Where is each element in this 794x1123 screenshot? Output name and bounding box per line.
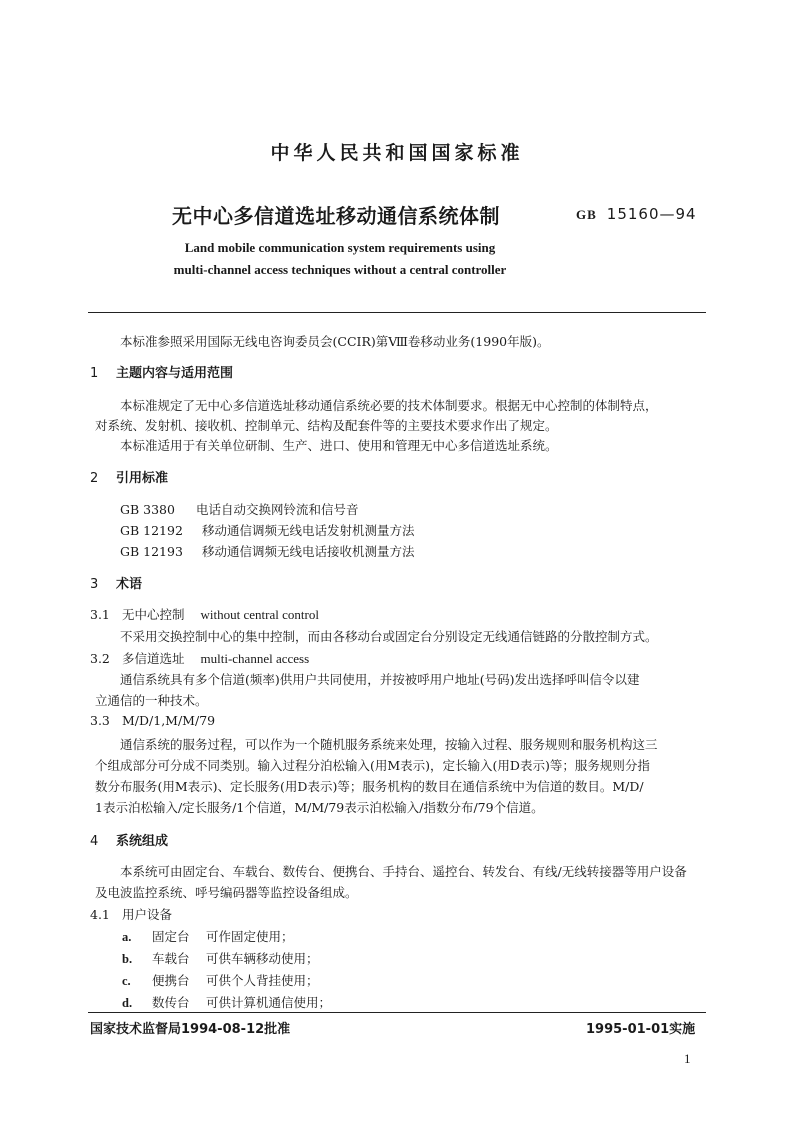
section-3-title: 术语 <box>116 577 143 592</box>
subsection-4-1-number: 4.1 <box>90 907 110 922</box>
list-item-label: c. <box>122 974 131 988</box>
term-3-1-number: 3.1 <box>90 607 110 622</box>
list-item <box>122 971 319 989</box>
footer-divider <box>88 1012 706 1013</box>
reference-code: GB 12192 <box>120 523 183 538</box>
term-3-2-definition-line-2: 立通信的一种技术。 <box>95 693 208 708</box>
reference-item <box>120 521 415 539</box>
term-3-3-chinese: M/D/1,M/M/79 <box>122 713 216 728</box>
term-3-1-heading <box>90 605 319 623</box>
subsection-4-1-heading <box>90 905 172 923</box>
term-3-2-heading <box>90 649 309 667</box>
term-3-2-definition-line-1: 通信系统具有多个信道(频率)供用户共同使用，并按被呼用户地址(号码)发出选择呼叫信令以建 <box>120 672 640 687</box>
section-4-title: 系统组成 <box>116 834 169 849</box>
effective-date: 1995-01-01实施 <box>586 1022 696 1037</box>
section-4-number: 4 <box>90 834 99 849</box>
section-1-number: 1 <box>90 366 99 381</box>
section-1-paragraph-1-line-2: 对系统、发射机、接收机、控制单元、结构及配套件等的主要技术要求作出了规定。 <box>95 418 558 433</box>
reference-title: 移动通信调频无线电话发射机测量方法 <box>202 523 415 538</box>
subsection-4-1-title: 用户设备 <box>122 907 173 922</box>
document-title: 无中心多信道选址移动通信系统体制 <box>172 204 500 228</box>
term-3-1-english: without central control <box>200 607 319 622</box>
list-item-label: d. <box>122 996 133 1010</box>
term-3-3-definition-line-4: 1表示泊松输入/定长服务/1个信道，M/M/79表示泊松输入/指数分布/79个信道。 <box>95 800 544 815</box>
national-standard-heading: 中华人民共和国国家标准 <box>270 142 524 164</box>
section-3-heading <box>90 573 142 592</box>
list-item-description: 可供车辆移动使用； <box>206 951 319 966</box>
term-3-2-chinese: 多信道选址 <box>122 651 185 666</box>
list-item <box>122 927 294 945</box>
section-4-paragraph-line-1: 本系统可由固定台、车载台、数传台、便携台、手持台、遥控台、转发台、有线/无线转接器等用户设备 <box>120 864 687 879</box>
term-3-3-number: 3.3 <box>90 713 110 728</box>
standard-code <box>576 205 697 223</box>
term-3-3-definition-line-1: 通信系统的服务过程，可以作为一个随机服务系统来处理，按输入过程、服务规则和服务机构这三 <box>120 737 658 752</box>
term-3-3-heading <box>90 713 215 728</box>
list-item-label: a. <box>122 930 132 944</box>
term-3-2-english: multi-channel access <box>200 651 310 666</box>
section-4-heading <box>90 830 168 849</box>
list-item-description: 可作固定使用； <box>206 929 294 944</box>
reference-title: 移动通信调频无线电话接收机测量方法 <box>202 544 415 559</box>
section-1-title: 主题内容与适用范围 <box>116 366 234 381</box>
term-3-2-number: 3.2 <box>90 651 110 666</box>
list-item-name: 便携台 <box>152 973 190 988</box>
term-3-3-definition-line-3: 数分布服务(用M表示)、定长服务(用D表示)等；服务机构的数目在通信系统中为信道的数目。M/D/ <box>95 779 644 794</box>
list-item <box>122 993 331 1011</box>
reference-code: GB 12193 <box>120 544 183 559</box>
section-4-paragraph-line-2: 及电波监控系统、呼号编码器等监控设备组成。 <box>95 885 358 900</box>
english-title-line-2: multi-channel access techniques without a central controller <box>173 262 507 277</box>
list-item-label: b. <box>122 952 133 966</box>
page-number: 1 <box>684 1051 691 1066</box>
intro-paragraph: 本标准参照采用国际无线电咨询委员会(CCIR)第Ⅷ卷移动业务(1990年版)。 <box>120 334 550 349</box>
reference-item <box>120 500 359 518</box>
list-item-description: 可供计算机通信使用； <box>206 995 332 1010</box>
section-3-number: 3 <box>90 577 99 592</box>
reference-code: GB 3380 <box>120 502 175 517</box>
section-2-title: 引用标准 <box>116 471 169 486</box>
approval-line: 国家技术监督局1994-08-12批准 <box>90 1022 291 1037</box>
english-title-line-1: Land mobile communication system requirements using <box>184 240 496 255</box>
list-item <box>122 949 319 967</box>
section-2-heading <box>90 467 168 486</box>
standard-code-prefix: GB <box>576 207 597 222</box>
section-2-number: 2 <box>90 471 99 486</box>
term-3-1-chinese: 无中心控制 <box>122 607 185 622</box>
standard-code-number: 15160—94 <box>606 205 697 223</box>
list-item-name: 数传台 <box>152 995 190 1010</box>
section-1-paragraph-1-line-1: 本标准规定了无中心多信道选址移动通信系统必要的技术体制要求。根据无中心控制的体制特点， <box>120 398 658 413</box>
list-item-description: 可供个人背挂使用； <box>206 973 319 988</box>
list-item-name: 固定台 <box>152 929 190 944</box>
reference-title: 电话自动交换网铃流和信号音 <box>196 502 359 517</box>
reference-item <box>120 542 415 560</box>
term-3-3-definition-line-2: 个组成部分可分成不同类别。输入过程分泊松输入(用M表示)，定长输入(用D表示)等；服务规则分指 <box>95 758 650 773</box>
list-item-name: 车载台 <box>152 951 190 966</box>
header-divider <box>88 312 706 313</box>
section-1-heading <box>90 362 233 381</box>
term-3-1-definition: 不采用交换控制中心的集中控制，而由各移动台或固定台分别设定无线通信链路的分散控制方式。 <box>120 629 658 644</box>
section-1-paragraph-2: 本标准适用于有关单位研制、生产、进口、使用和管理无中心多信道选址系统。 <box>120 438 558 453</box>
